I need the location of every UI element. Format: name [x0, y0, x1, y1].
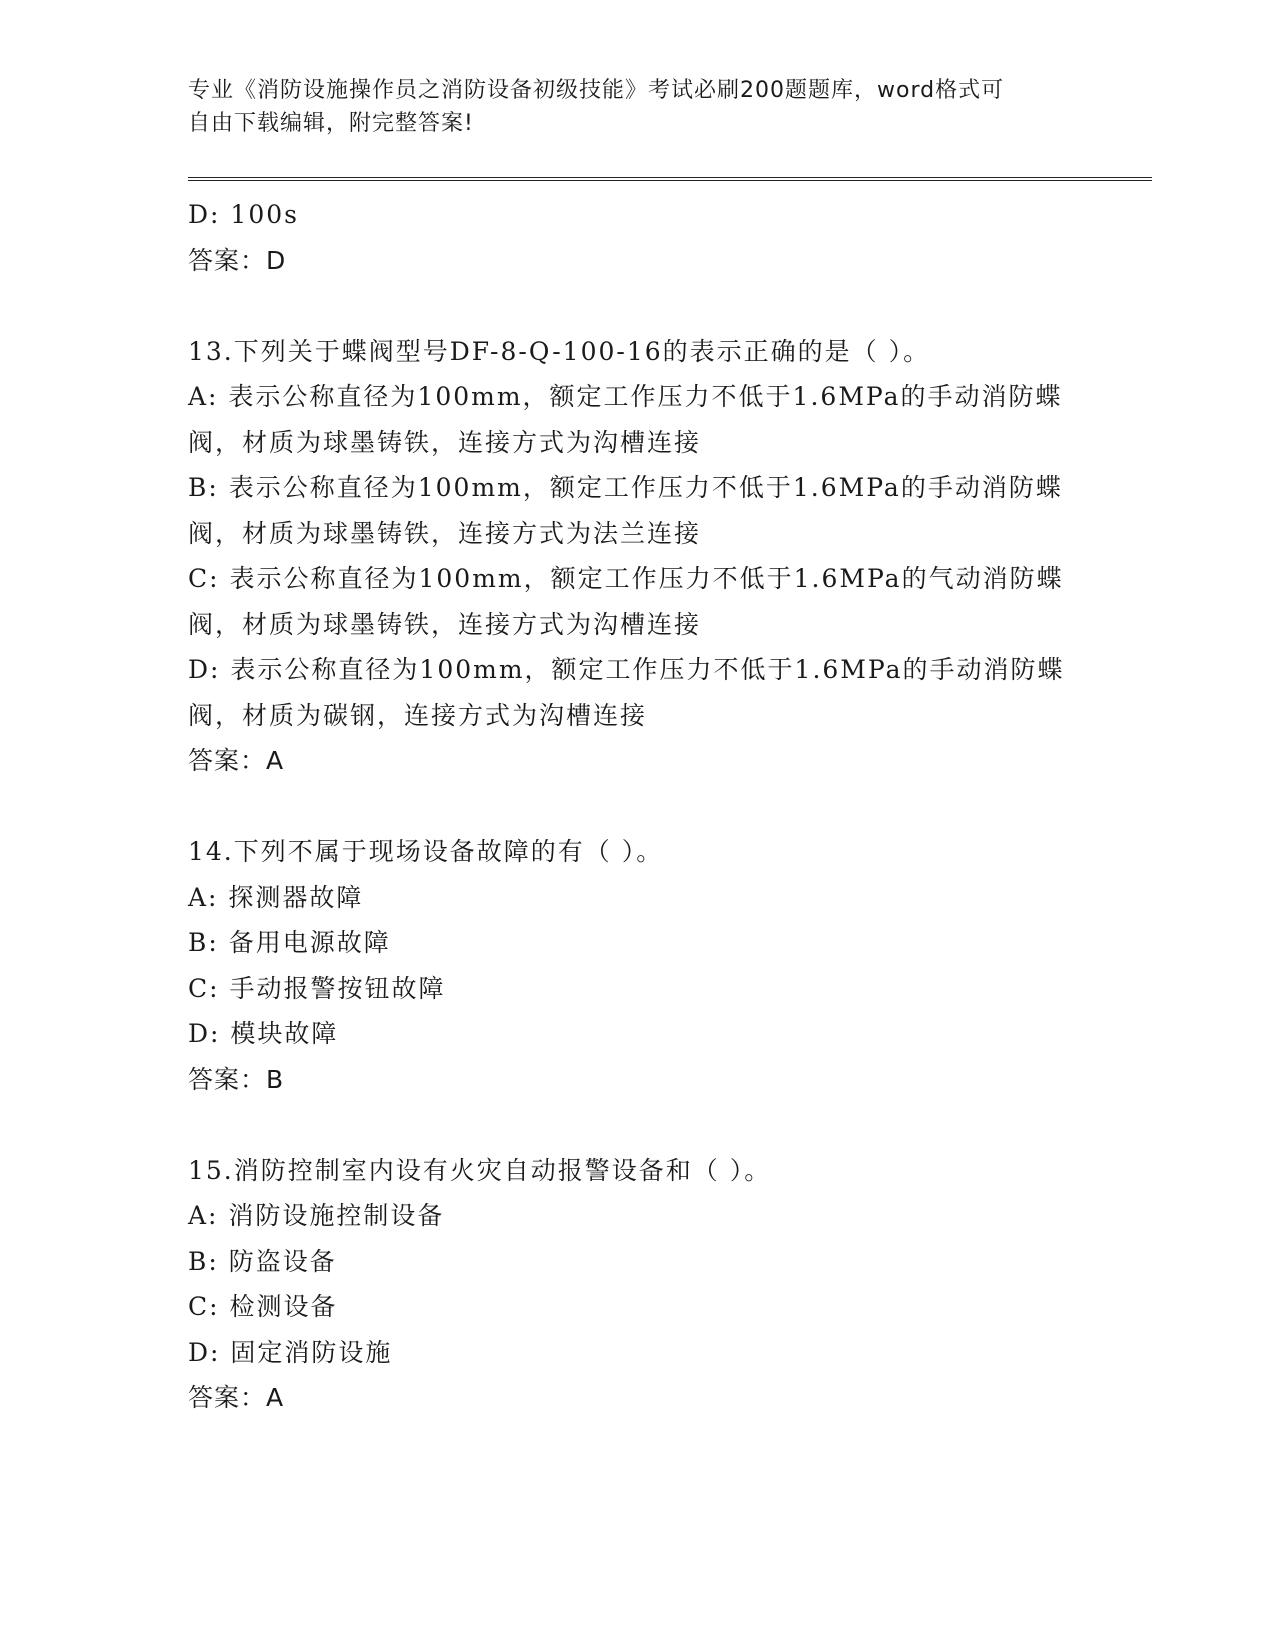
- question-15: [188, 1148, 1148, 1421]
- question-content: [188, 192, 1148, 1421]
- header-divider: [188, 177, 1152, 181]
- page-header: [188, 74, 1088, 140]
- option-b-line-1: B: 表示公称直径为100mm，额定工作压力不低于1.6MPa的手动消防蝶: [188, 473, 1063, 502]
- option-b: B: 防盗设备: [188, 1246, 337, 1276]
- carryover-block: [188, 192, 1148, 283]
- header-line-1: 专业《消防设施操作员之消防设备初级技能》考试必刷200题题库，word格式可: [188, 78, 1005, 103]
- answer-line: 答案：A: [188, 1383, 285, 1412]
- header-line-2: 自由下载编辑，附完整答案!: [188, 111, 474, 136]
- option-a: A: 探测器故障: [188, 882, 364, 912]
- option-d: D: 100s: [188, 200, 299, 229]
- question-stem: 15.消防控制室内设有火灾自动报警设备和（ ）。: [188, 1155, 772, 1185]
- question-stem: 14.下列不属于现场设备故障的有（ ）。: [188, 837, 664, 866]
- option-a-line-1: A: 表示公称直径为100mm，额定工作压力不低于1.6MPa的手动消防蝶: [188, 382, 1063, 411]
- option-c-line-1: C: 表示公称直径为100mm，额定工作压力不低于1.6MPa的气动消防蝶: [188, 564, 1064, 593]
- answer-line: 答案：D: [188, 245, 287, 275]
- option-d: D: 模块故障: [188, 1019, 339, 1048]
- option-a: A: 消防设施控制设备: [188, 1201, 445, 1230]
- option-d-line-2: 阀，材质为碳钢，连接方式为沟槽连接: [188, 700, 648, 730]
- option-b-line-2: 阀，材质为球墨铸铁，连接方式为法兰连接: [188, 518, 702, 548]
- option-b: B: 备用电源故障: [188, 928, 391, 957]
- option-c-line-2: 阀，材质为球墨铸铁，连接方式为沟槽连接: [188, 609, 702, 639]
- option-c: C: 手动报警按钮故障: [188, 973, 446, 1003]
- option-a-line-2: 阀，材质为球墨铸铁，连接方式为沟槽连接: [188, 427, 702, 457]
- answer-line: 答案：B: [188, 1064, 285, 1094]
- answer-line: 答案：A: [188, 746, 285, 775]
- question-stem: 13.下列关于蝶阀型号DF-8-Q-100-16的表示正确的是（ ）。: [188, 336, 931, 366]
- question-14: [188, 829, 1148, 1102]
- option-d-line-1: D: 表示公称直径为100mm，额定工作压力不低于1.6MPa的手动消防蝶: [188, 655, 1065, 684]
- question-13: [188, 329, 1148, 784]
- option-c: C: 检测设备: [188, 1292, 338, 1321]
- option-d: D: 固定消防设施: [188, 1337, 393, 1367]
